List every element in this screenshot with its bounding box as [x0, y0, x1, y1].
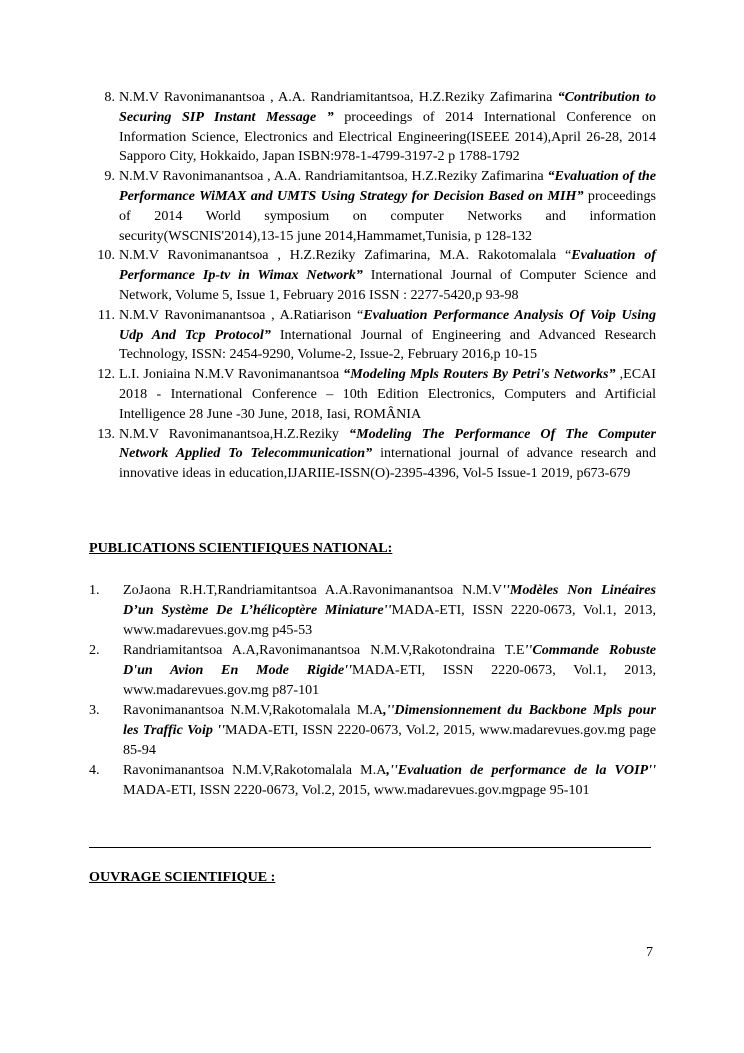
item-authors: N.M.V Ravonimanantsoa,H.Z.Reziky [119, 425, 350, 442]
item-title: Evaluation of Performance Ip-tv in Wimax Network” [119, 247, 656, 284]
item-details: proceedings of 2014 World symposium on computer Networks and information security(WSCNIS'2014),13-15 june 2014,Hammamet,Tunisia, p 128-132 [119, 187, 656, 244]
list-item [89, 167, 656, 246]
item-authors: Ravonimanantsoa N.M.V,Rakotomalala M.A [123, 702, 384, 718]
item-details: MADA-ETI, ISSN 2220-0673, Vol.2, 2015, www.madarevues.gov.mg page 85-94 [123, 722, 657, 758]
item-authors: L.I. Joniaina N.M.V Ravonimanantsoa [119, 366, 344, 383]
list-item [89, 580, 656, 640]
national-publications-heading: PUBLICATIONS SCIENTIFIQUES NATIONAL: [89, 540, 393, 556]
item-authors: ZoJaona R.H.T,Randriamitantsoa A.A.Ravonimanantsoa N.M.V [123, 582, 503, 598]
item-title: ,''Dimensionnement du Backbone Mpls pour les Traffic Voip '' [123, 702, 656, 738]
item-authors: N.M.V Ravonimanantsoa , A.A. Randriamitantsoa, H.Z.Reziky Zafimarina [119, 89, 553, 105]
item-title: ''Modèles Non Linéaires D’un Système De L’hélicoptère Miniature'' [123, 582, 656, 618]
international-publications-list [89, 88, 656, 484]
item-authors: N.M.V Ravonimanantsoa , A.A. Randriamitantsoa, H.Z.Reziky Zafimarina [119, 168, 544, 185]
item-number: 12. [97, 366, 115, 383]
item-authors: N.M.V Ravonimanantsoa , A.Ratiarison “ [119, 306, 364, 323]
item-number: 11. [97, 306, 115, 323]
list-item [89, 760, 656, 800]
list-item [89, 700, 656, 760]
page-number: 7 [646, 944, 654, 960]
horizontal-divider [89, 847, 651, 848]
item-title: “Contribution to Securing SIP Instant Message ” [119, 89, 656, 125]
item-details: MADA-ETI, ISSN 2220-0673, Vol.2, 2015, www.madarevues.gov.mgpage 95-101 [123, 782, 590, 798]
item-details: International Journal of Engineering and Advanced Research Technology, ISSN: 2454-9290, Volume-2, Issue-2, February 2016,p 10-15 [119, 326, 656, 363]
item-details: MADA-ETI, ISSN 2220-0673, Vol.1, 2013, www.madarevues.gov.mg p87-101 [123, 662, 656, 698]
item-title: ,''Evaluation de performance de la VOIP'' [386, 762, 656, 778]
item-title: “Modeling The Performance Of The Computer Network Applied To Telecommunication” [119, 425, 656, 462]
list-item [75, 365, 656, 424]
item-authors: N.M.V Ravonimanantsoa , H.Z.Reziky Zafimarina, M.A. Rakotomalala “ [119, 247, 572, 264]
item-authors: Randriamitantsoa A.A,Ravonimanantsoa N.M.V,Rakotondraina T.E [123, 642, 525, 658]
item-details: ,ECAI 2018 - International Conference – 10th Edition Electronics, Computers and Artificial Intelligence 28 June -30 June, 2018, Iasi, ROMÂNIA [119, 366, 656, 422]
item-details: proceedings of 2014 International Conference on Information Science, Electronics and Electrical Engineering(ISEEE 2014),April 26-28, 2014 Sapporo City, Hokkaido, Japan ISBN:978-1-4799-3197-2 p 1788-1792 [119, 108, 656, 165]
item-number: 13. [97, 425, 115, 442]
list-item [75, 306, 656, 365]
item-title: “Modeling Mpls Routers By Petri's Networks” [343, 366, 616, 383]
item-details: MADA-ETI, ISSN 2220-0673, Vol.1, 2013, www.madarevues.gov.mg p45-53 [123, 602, 656, 638]
list-item [75, 246, 656, 305]
list-item [75, 425, 656, 484]
item-title: Evaluation Performance Analysis Of Voip Using Udp And Tcp Protocol” [119, 306, 656, 343]
item-details: international journal of advance research and innovative ideas in education,IJARIIE-ISSN(O)-2395-4396, Vol-5 Issue-1 2019, p673-679 [119, 445, 656, 482]
ouvrage-heading: OUVRAGE SCIENTIFIQUE : [89, 869, 276, 885]
item-number: 4. [89, 762, 100, 778]
item-number: 2. [89, 642, 100, 658]
item-authors: Ravonimanantsoa N.M.V,Rakotomalala M.A [123, 762, 387, 778]
list-item [89, 640, 656, 700]
item-details: International Journal of Computer Science and Network, Volume 5, Issue 1, February 2016 ISSN : 2277-5420,p 93-98 [119, 267, 656, 303]
item-title: “Evaluation of the Performance WiMAX and UMTS Using Strategy for Decision Based on MIH” [119, 168, 656, 204]
item-number: 8. [104, 89, 115, 105]
item-number: 9. [104, 168, 115, 185]
item-title: ''Commande Robuste D'un Avion En Mode Rigide'' [123, 642, 656, 678]
national-publications-list [89, 580, 656, 800]
item-number: 10. [97, 247, 115, 264]
list-item [89, 88, 656, 167]
item-number: 3. [89, 702, 100, 718]
item-number: 1. [89, 582, 100, 598]
